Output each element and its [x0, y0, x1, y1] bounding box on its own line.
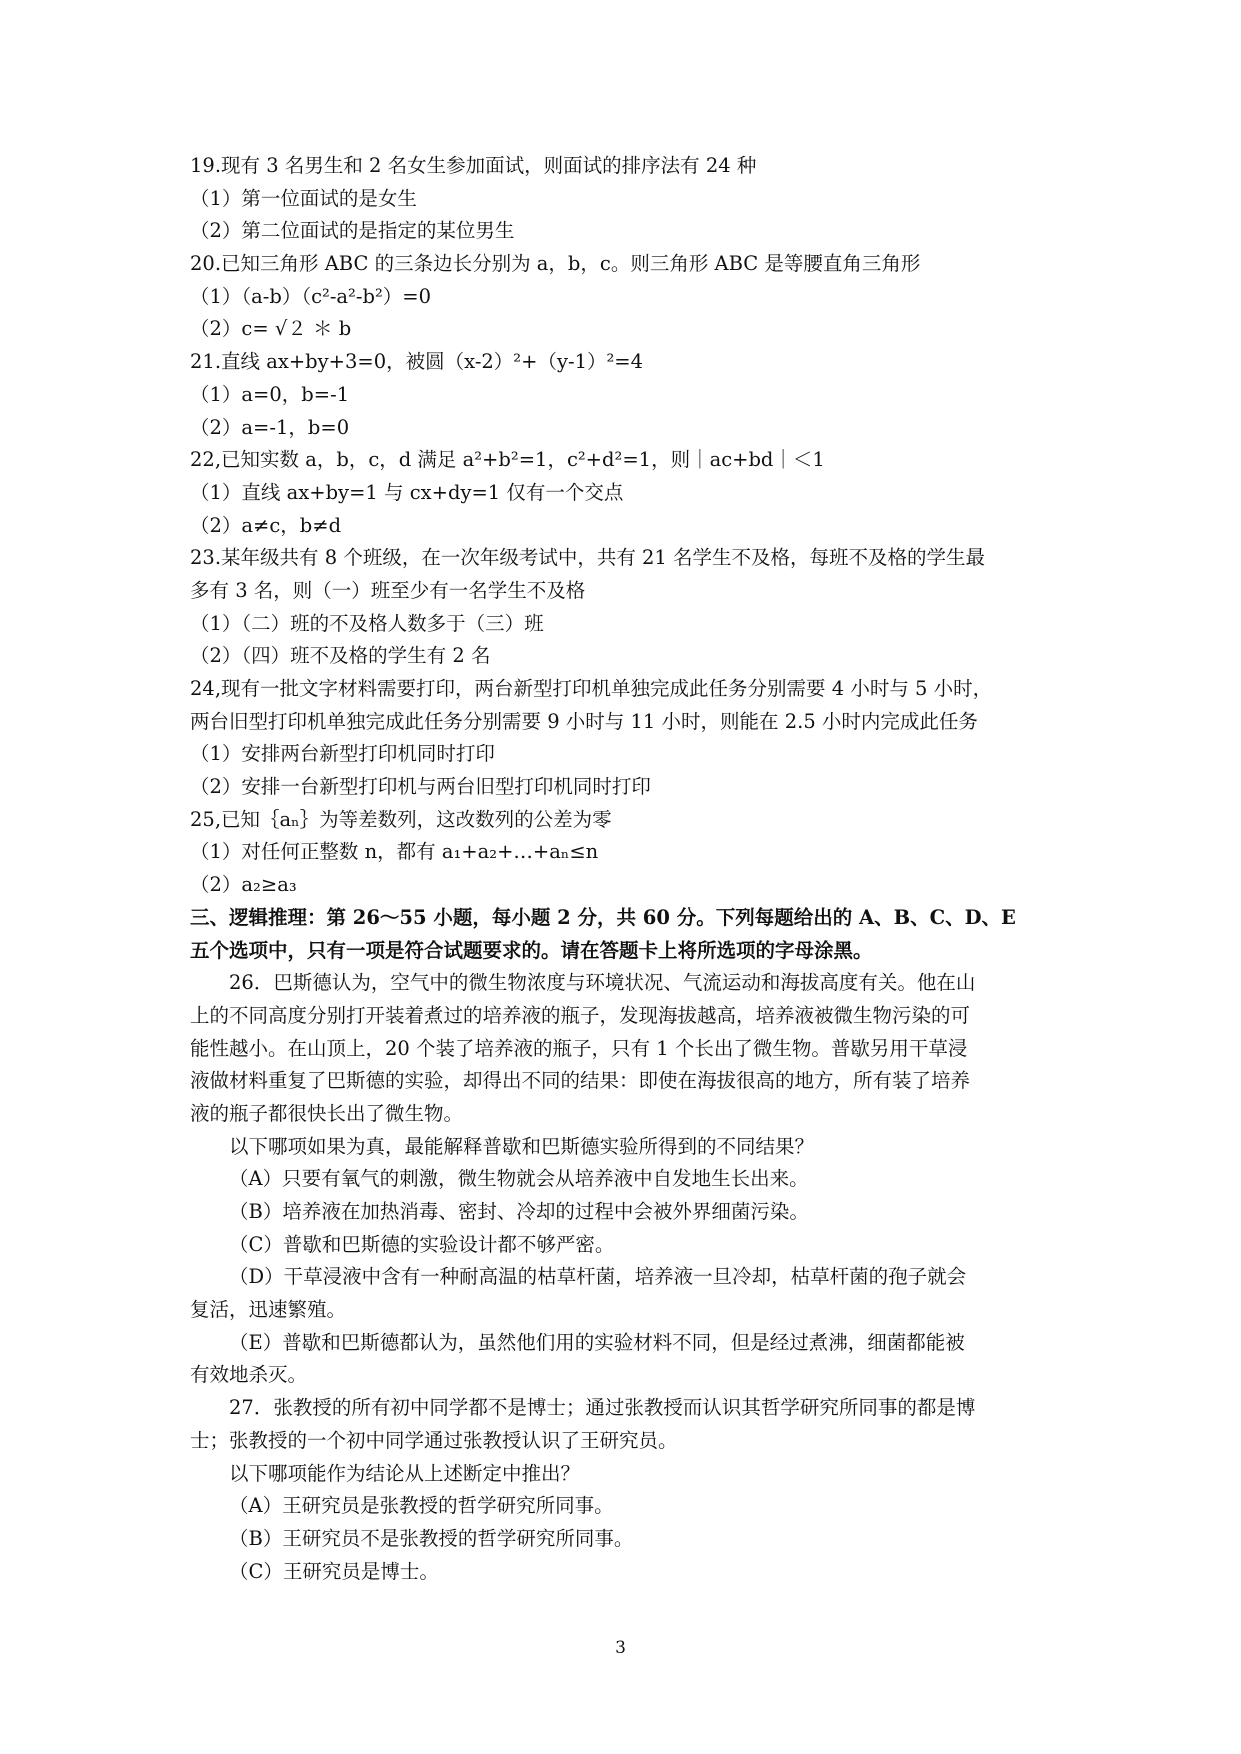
text-line: 23.某年级共有 8 个班级，在一次年级考试中，共有 21 名学生不及格，每班不及格的学生最 [190, 546, 986, 570]
text-line: （1）a=0，b=-1 [190, 382, 350, 406]
text-line: 以下哪项能作为结论从上述断定中推出？ [229, 1461, 581, 1485]
text-line: 多有 3 名，则（一）班至少有一名学生不及格 [190, 578, 586, 602]
text-line: 以下哪项如果为真，最能解释普歇和巴斯德实验所得到的不同结果？ [229, 1134, 815, 1158]
text-line: 复活，迅速繁殖。 [190, 1298, 347, 1322]
text-line: （2）a₂≥a₃ [190, 873, 297, 897]
text-line: 液的瓶子都很快长出了微生物。 [190, 1101, 464, 1125]
text-line: （A）王研究员是张教授的哲学研究所同事。 [229, 1494, 614, 1518]
text-line: 27．张教授的所有初中同学都不是博士；通过张教授而认识其哲学研究所同事的都是博 [229, 1396, 976, 1420]
text-line: （1）对任何正整数 n，都有 a₁+a₂+…+aₙ≤n [190, 840, 599, 864]
text-line: 上的不同高度分别打开装着煮过的培养液的瓶子，发现海拔越高，培养液被微生物污染的可 [190, 1003, 971, 1027]
text-line: 五个选项中，只有一项是符合试题要求的。请在答题卡上将所选项的字母涂黑。 [190, 938, 873, 962]
text-line: （A）只要有氧气的刺激，微生物就会从培养液中自发地生长出来。 [229, 1167, 809, 1191]
page-content [190, 150, 1060, 1588]
text-line: （E）普歇和巴斯德都认为，虽然他们用的实验材料不同，但是经过煮沸，细菌都能被 [229, 1330, 965, 1354]
text-line: （2）第二位面试的是指定的某位男生 [190, 219, 515, 243]
text-line: （B）培养液在加热消毒、密封、冷却的过程中会被外界细菌污染。 [229, 1200, 809, 1223]
text-line: 25,已知｛aₙ｝为等差数列，这改数列的公差为零 [190, 807, 612, 831]
page-number: 3 [615, 1638, 626, 1658]
text-line: （2）a≠c，b≠d [190, 513, 342, 537]
text-line: （D）干草浸液中含有一种耐高温的枯草杆菌，培养液一旦冷却，枯草杆菌的孢子就会 [229, 1265, 967, 1289]
text-line: （B）王研究员不是张教授的哲学研究所同事。 [229, 1526, 634, 1550]
text-line: （1）安排两台新型打印机同时打印 [190, 742, 495, 766]
text-line: （2）（四）班不及格的学生有 2 名 [190, 644, 491, 668]
text-line: 两台旧型打印机单独完成此任务分别需要 9 小时与 11 小时，则能在 2.5 小时内完成此任务 [190, 709, 978, 733]
text-line: 24,现有一批文字材料需要打印，两台新型打印机单独完成此任务分别需要 4 小时与 5 小时， [190, 677, 993, 700]
text-line: 19.现有 3 名男生和 2 名女生参加面试，则面试的排序法有 24 种 [190, 154, 757, 177]
text-line: 有效地杀灭。 [190, 1363, 308, 1387]
text-line: （2）a=-1，b=0 [190, 415, 350, 439]
text-line: 士；张教授的一个初中同学通过张教授认识了王研究员。 [190, 1428, 678, 1452]
text-line: （C）王研究员是博士。 [229, 1559, 439, 1583]
text-line: 26．巴斯德认为，空气中的微生物浓度与环境状况、气流运动和海拔高度有关。他在山 [229, 971, 976, 995]
text-line: 22,已知实数 a，b，c，d 满足 a²+b²=1，c²+d²=1，则｜ac+bd｜＜1 [190, 448, 825, 472]
text-line: 21.直线 ax+by+3=0，被圆（x-2）²+（y-1）²=4 [190, 350, 644, 374]
text-line: （2）安排一台新型打印机与两台旧型打印机同时打印 [190, 775, 651, 799]
text-line: （2）c= √２ ＊ b [190, 317, 352, 341]
text-line: （1）第一位面试的是女生 [190, 186, 417, 210]
text-line: 20.已知三角形 ABC 的三条边长分别为 a，b，c。则三角形 ABC 是等腰直角三角形 [190, 252, 921, 276]
text-line: （1）（a-b）（c²-a²-b²）=0 [190, 284, 432, 308]
text-line: （1）直线 ax+by=1 与 cx+dy=1 仅有一个交点 [190, 480, 624, 504]
text-line: （1）（二）班的不及格人数多于（三）班 [190, 611, 544, 635]
text-line: 液做材料重复了巴斯德的实验，却得出不同的结果：即使在海拔很高的地方，所有装了培养 [190, 1069, 971, 1093]
text-line: 三、逻辑推理：第 26～55 小题，每小题 2 分，共 60 分。下列每题给出的 A、B、C、D、E [190, 905, 1016, 929]
text-line: （C）普歇和巴斯德的实验设计都不够严密。 [229, 1232, 615, 1256]
text-line: 能性越小。在山顶上，20 个装了培养液的瓶子，只有 1 个长出了微生物。普歇另用干草浸 [190, 1036, 968, 1060]
